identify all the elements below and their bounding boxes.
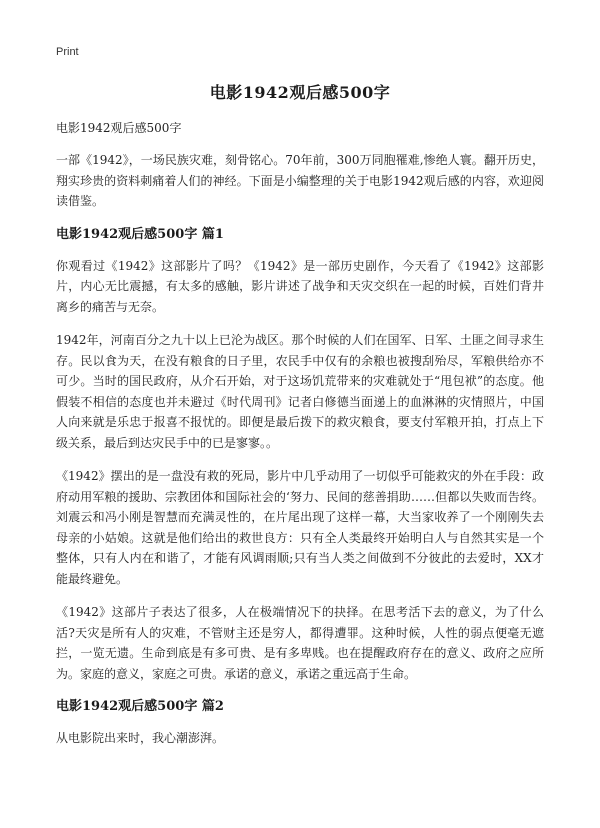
section-1-paragraph-2: 1942年，河南百分之九十以上已沦为战区。那个时候的人们在国军、日军、土匪之间寻求生存。民以食为天，在没有粮食的日子里，农民手中仅有的余粮也被搜刮殆尽，军粮供给亦不可少。当时的国民政府，从介石开始，对于这场饥荒带来的灾难就处于“甩包袱”的态度。他假装不相信的态度也并未避过《时代周刊》记者白修德当面递上的血淋淋的灾情照片，中国人向来就是乐忠于报喜不报忧的。即便是最后拨下的救灾粮食，要支付军粮开拍，打点上下级关系，最后到达灾民手中的已是寥寥。。 — [56, 333, 544, 450]
page-title: 电影1942观后感500字 — [209, 83, 391, 102]
section-1-paragraph-3: 《1942》摆出的是一盘没有救的死局，影片中几乎动用了一切似乎可能救灾的外在手段：政府动用军粮的援助、宗教团体和国际社会的‘努力、民间的慈善捐助……但都以失败而告终。刘震云和冯小刚是智慧而充满灵性的，在片尾出现了这样一幕，大当家收养了一个刚刚失去母亲的小姑娘。这就是他们给出的救世良方：只有全人类最终开始明白人与自然其实是一个整体，只有人内在和谐了，才能有风调雨顺;只有当人类之间做到不分彼此的去爱时，XX才能最终避免。 — [56, 469, 544, 586]
section-heading-1: 电影1942观后感500字 篇1 — [56, 226, 224, 242]
intro-paragraph: 一部《1942》，一场民族灾难，刻骨铭心。70年前，300万同胞罹难,惨绝人寰。翻开历史，翔实珍贵的资料刺痛着人们的神经。下面是小编整理的关于电影1942观后感的内容，欢迎阅读借鉴。 — [56, 153, 544, 208]
document-subtitle: 电影1942观后感500字 — [56, 121, 182, 135]
section-heading-2: 电影1942观后感500字 篇2 — [56, 699, 224, 714]
document-body — [56, 118, 544, 762]
section-1-paragraph-4: 《1942》这部片子表达了很多，人在极端情况下的抉择。在思考活下去的意义，为了什么活?天灾是所有人的灾难，不管财主还是穷人，都得遭罪。这种时候，人性的弱点便毫无遮拦，一览无遗。生命到底是有多可贵、是有多卑贱。也在提醒政府存在的意义、政府之应所为。家庭的意义，家庭之可贵。承诺的意义，承诺之重远高于生命。 — [56, 605, 544, 681]
section-1-paragraph-1: 你观看过《1942》这部影片了吗？《1942》是一部历史剧作，今天看了《1942》这部影片，内心无比震撼，有太多的感触，影片讲述了战争和天灾交织在一起的时候，百姓们背井离乡的痛苦与无奈。 — [56, 258, 544, 314]
print-link[interactable]: Print — [56, 46, 79, 58]
section-2-paragraph-1: 从电影院出来时，我心潮澎湃。 — [56, 731, 225, 745]
